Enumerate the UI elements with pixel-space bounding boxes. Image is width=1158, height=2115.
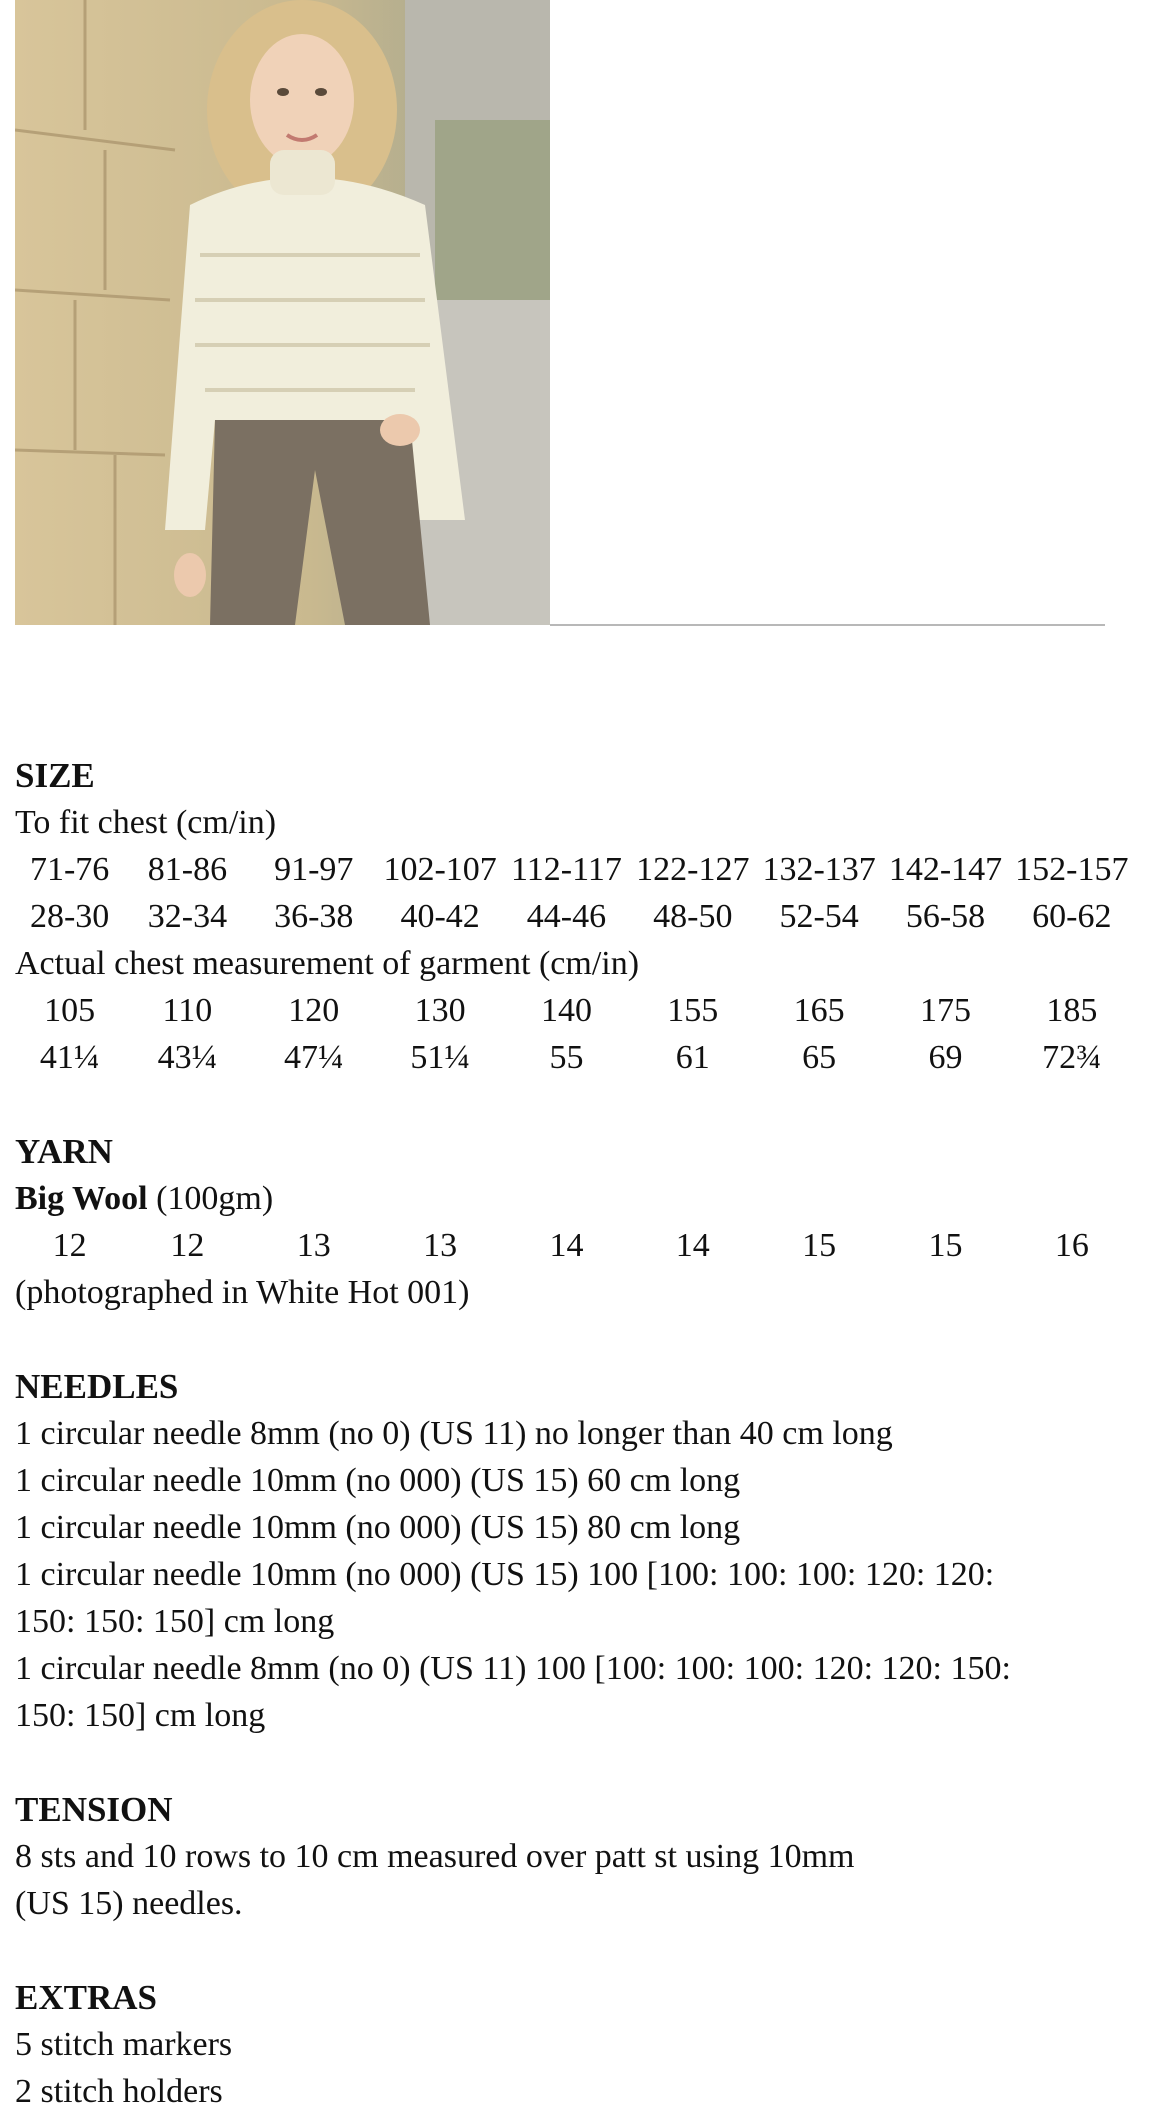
size-value: 81-86 (147, 851, 228, 888)
measurement-value: 175 (919, 992, 971, 1029)
size-value: 91-97 (274, 851, 354, 888)
extras-line: 2 stitch holders (15, 2073, 223, 2110)
fit-chest-in-row (15, 893, 1135, 940)
measurement-value: 43¼ (157, 1039, 218, 1076)
measurement-value: 47¼ (284, 1039, 344, 1076)
fit-chest-cm-row (15, 846, 1135, 893)
measurement-value: 65 (802, 1039, 837, 1076)
yarn-quantity: 15 (928, 1227, 963, 1264)
size-value: 132-137 (762, 851, 876, 888)
size-value: 44-46 (526, 898, 607, 935)
size-value: 52-54 (779, 898, 859, 935)
yarn-quantity: 13 (423, 1227, 458, 1264)
actual-chest-cm-row (15, 987, 1135, 1034)
divider-line (550, 624, 1105, 626)
needle-line: 150: 150: 150] cm long (15, 1603, 335, 1640)
needle-line: 1 circular needle 10mm (no 000) (US 15) 80 cm long (15, 1509, 741, 1546)
tension-heading: TENSION (15, 1790, 173, 1829)
size-value: 28-30 (29, 898, 110, 935)
yarn-quantity-row (15, 1222, 1135, 1269)
size-value: 71-76 (29, 851, 110, 888)
needle-line: 1 circular needle 10mm (no 000) (US 15) 60 cm long (15, 1462, 741, 1499)
model-photo-illustration (15, 0, 550, 625)
yarn-quantity: 16 (1054, 1227, 1089, 1264)
yarn-heading: YARN (15, 1132, 113, 1171)
size-value: 48-50 (653, 898, 733, 935)
actual-chest-in-row (15, 1034, 1135, 1081)
measurement-value: 69 (928, 1039, 963, 1076)
pattern-specs (15, 752, 1135, 2115)
needle-line: 1 circular needle 8mm (no 0) (US 11) no longer than 40 cm long (15, 1415, 893, 1452)
yarn-quantity: 13 (296, 1227, 331, 1264)
size-heading: SIZE (15, 756, 95, 795)
measurement-value: 130 (414, 992, 466, 1029)
measurement-value: 105 (44, 992, 96, 1029)
needle-line: 1 circular needle 10mm (no 000) (US 15) 100 [100: 100: 100: 120: 120: (15, 1556, 995, 1593)
measurement-value: 110 (162, 992, 213, 1029)
tension-line: (US 15) needles. (15, 1885, 243, 1922)
measurement-value: 165 (793, 992, 845, 1029)
needle-line: 1 circular needle 8mm (no 0) (US 11) 100 [100: 100: 100: 120: 120: 150: (15, 1650, 1011, 1687)
measurement-value: 120 (288, 992, 340, 1029)
size-value: 40-42 (400, 898, 480, 935)
yarn-quantity: 15 (802, 1227, 837, 1264)
yarn-quantity: 14 (549, 1227, 584, 1264)
model-photo (15, 0, 550, 625)
extras-heading: EXTRAS (15, 1978, 157, 2017)
extras-line: 5 stitch markers (15, 2026, 233, 2063)
size-value: 32-34 (147, 898, 228, 935)
measurement-value: 41¼ (39, 1039, 100, 1076)
size-value: 112-117 (511, 851, 622, 888)
fit-chest-label: To fit chest (cm/in) (15, 804, 277, 841)
size-value: 36-38 (274, 898, 354, 935)
needle-line: 150: 150] cm long (15, 1697, 266, 1734)
yarn-quantity: 12 (170, 1227, 205, 1264)
size-value: 152-157 (1015, 851, 1129, 888)
yarn-name-line (15, 1175, 1135, 1222)
measurement-value: 51¼ (410, 1039, 470, 1076)
actual-chest-label: Actual chest measurement of garment (cm/in) (15, 945, 640, 982)
yarn-quantity: 12 (52, 1227, 87, 1264)
measurement-value: 185 (1046, 992, 1098, 1029)
yarn-quantity: 14 (675, 1227, 710, 1264)
size-value: 56-58 (905, 898, 986, 935)
tension-line: 8 sts and 10 rows to 10 cm measured over patt st using 10mm (15, 1838, 855, 1875)
measurement-value: 72¾ (1042, 1039, 1102, 1076)
size-value: 122-127 (636, 851, 750, 888)
size-value: 102-107 (383, 851, 497, 888)
yarn-shade: (photographed in White Hot 001) (15, 1274, 470, 1311)
size-value: 60-62 (1032, 898, 1112, 935)
measurement-value: 155 (667, 992, 719, 1029)
size-value: 142-147 (888, 851, 1003, 888)
measurement-value: 61 (675, 1039, 710, 1076)
measurement-value: 55 (549, 1039, 584, 1076)
yarn-name: Big Wool (15, 1180, 148, 1217)
measurement-value: 140 (540, 992, 592, 1029)
yarn-weight: (100gm) (156, 1180, 274, 1217)
needles-heading: NEEDLES (15, 1367, 179, 1406)
